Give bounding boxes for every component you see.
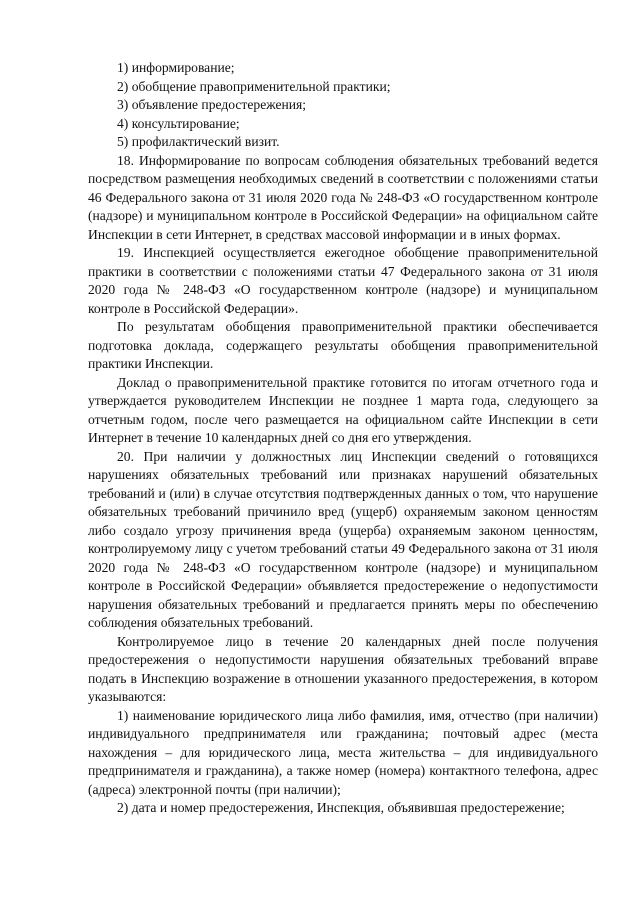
list-item-consulting: 4) консультирование; bbox=[117, 115, 240, 131]
list-item-informing: 1) информирование; bbox=[117, 60, 235, 75]
paragraph-objection-item-1: 1) наименование юридического лица либо фамилия, имя, отчество (при наличии) индивидуального предпринимателя или гражданина; почтовый адрес (места нахождения – для юридического лица, места жительства – для индивидуального предпринимателя и гражданина), а также номер (номера) контактного телефона, адрес (адреса) электронной почты (при наличии); bbox=[88, 707, 598, 797]
paragraph-report-approval: Доклад о правоприменительной практике готовится по итогам отчетного года и утверждается руководителем Инспекции не позднее 1 марта года, следующего за отчетным годом, после чего размещается на официальном сайте Инспекции в сети Интернет в течение 10 календарных дней со дня его утверждения. bbox=[88, 374, 598, 445]
paragraph-report-preparation: По результатам обобщения правоприменительной практики обеспечивается подготовка доклада, содержащего результаты обобщения правоприменительной практики Инспекции. bbox=[88, 319, 598, 371]
paragraph-18-informing: 18. Информирование по вопросам соблюдения обязательных требований ведется посредством размещения необходимых сведений в соответствии с положениями статьи 46 Федерального закона от 31 июля 2020 года № 248-ФЗ «О государственном контроле (надзоре) и муниципальном контроле в Российской Федерации» на официальном сайте Инспекции в сети Интернет, в средствах массовой информации и в иных формах. bbox=[88, 152, 598, 242]
list-item-generalization: 2) обобщение правоприменительной практики; bbox=[117, 78, 391, 94]
paragraph-19-generalization: 19. Инспекцией осуществляется ежегодное обобщение правоприменительной практики в соответствии с положениями статьи 47 Федерального закона от 31 июля 2020 года № 248-ФЗ «О государственном контроле (надзоре) и муниципальном контроле в Российской Федерации». bbox=[88, 245, 598, 316]
paragraph-20-warning: 20. При наличии у должностных лиц Инспекции сведений о готовящихся нарушениях обязательных требований или признаках нарушений обязательных требований и (или) в случае отсутствия подтвержденных данных о том, что нарушение обязательных требований причинило вред (ущерб) охраняемым законом ценностям либо создало угрозу причинения вреда (ущерба) охраняемым законом ценностям, контролируемому лицу с учетом требований статьи 49 Федерального закона от 31 июля 2020 года № 248-ФЗ «О государственном контроле (надзоре) и муниципальном контроле в Российской Федерации» объявляется предостережение о недопустимости нарушения обязательных требований и предлагается принять меры по обеспечению соблюдения обязательных требований. bbox=[88, 448, 598, 630]
paragraph-objection: Контролируемое лицо в течение 20 календарных дней после получения предостережения о недопустимости нарушения обязательных требований вправе подать в Инспекцию возражение в отношении указанного предостережения, в котором указываются: bbox=[88, 633, 598, 704]
list-item-warning: 3) объявление предостережения; bbox=[117, 97, 307, 112]
list-item-preventive-visit: 5) профилактический визит. bbox=[117, 134, 280, 149]
paragraph-objection-item-2: 2) дата и номер предостережения, Инспекция, объявившая предостережение; bbox=[117, 800, 565, 815]
